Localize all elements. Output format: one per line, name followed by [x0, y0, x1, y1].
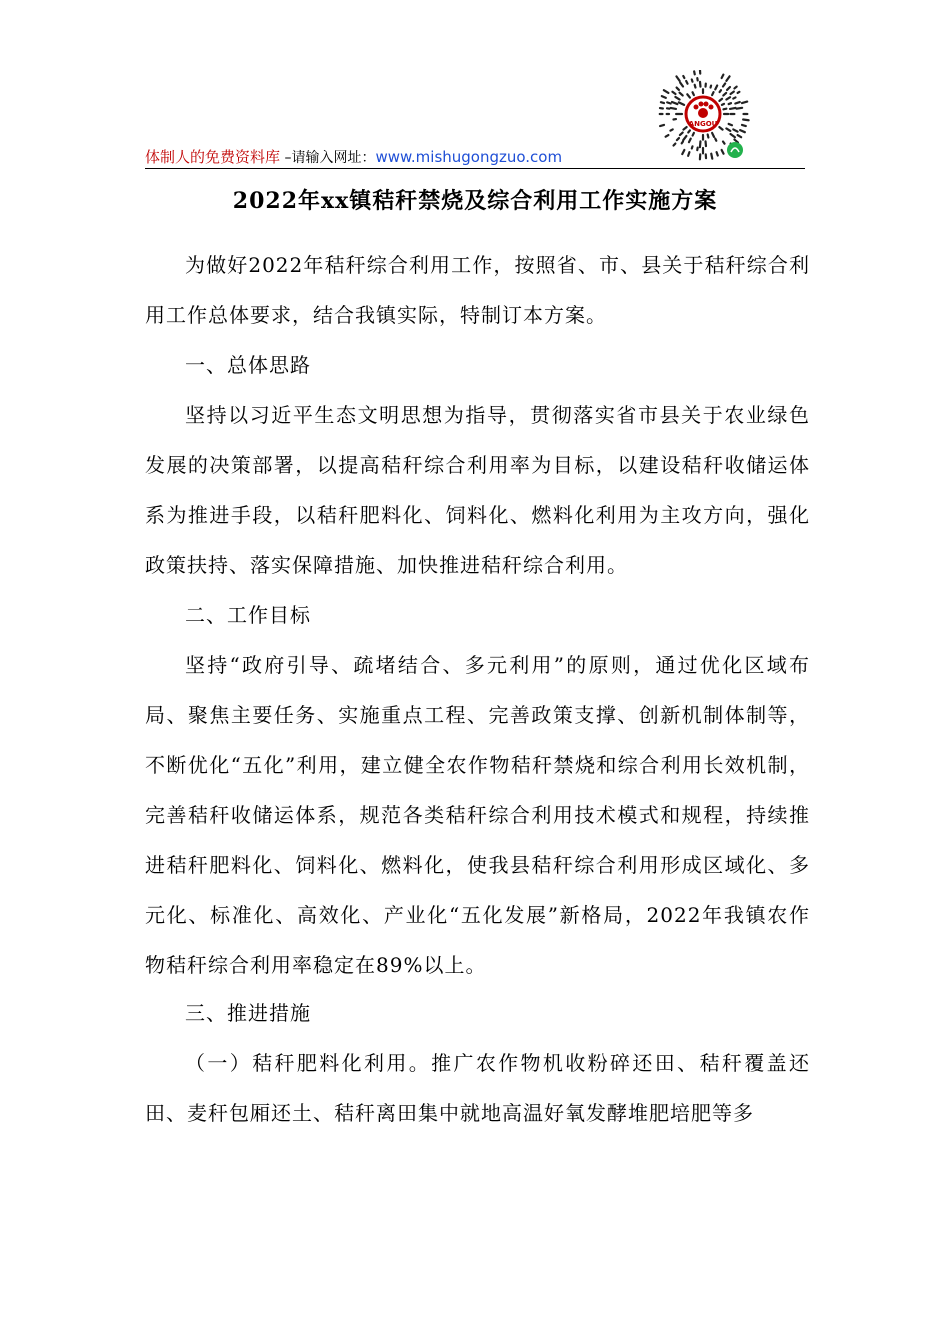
- header-brand: 体制人的免费资料库: [145, 148, 281, 166]
- section-heading-3: 三、推进措施: [185, 1001, 311, 1025]
- section-body-1: 坚持以习近平生态文明思想为指导，贯彻落实省市县关于农业绿色发展的决策部署，以提高秸秆综合利用率为目标，以建设秸秆收储运体系为推进手段，以秸秆肥料化、饲料化、燃料化利用为主攻方向，强化政策扶持、落实保障措施、加快推进秸秆综合利用。: [145, 403, 810, 577]
- mini-program-badge-icon: [727, 142, 743, 158]
- document-title: 2022年xx镇秸秆禁烧及综合利用工作实施方案: [232, 188, 718, 214]
- intro-paragraph: 为做好2022年秸秆综合利用工作，按照省、市、县关于秸秆综合利用工作总体要求，结合我镇实际，特制订本方案。: [145, 253, 810, 327]
- header-divider: [145, 168, 805, 169]
- section-body-3: （一）秸秆肥料化利用。推广农作物机收粉碎还田、秸秆覆盖还田、麦秆包厢还土、秸秆离田集中就地高温好氧发酵堆肥培肥等多: [145, 1051, 810, 1125]
- qr-logo-text: ANGOU: [688, 120, 718, 128]
- header-prompt: –请输入网址：: [280, 150, 376, 166]
- section-heading-2: 二、工作目标: [185, 603, 311, 627]
- section-body-2: 坚持“政府引导、疏堵结合、多元利用”的原则，通过优化区域布局、聚焦主要任务、实施重点工程、完善政策支撑、创新机制体制等，不断优化“五化”利用，建立健全农作物秸秆禁烧和综合利用长效机制，完善秸秆收储运体系，规范各类秸秆综合利用技术模式和规程，持续推进秸秆肥料化、饲料化、燃料化，使我县秸秆综合利用形成区域化、多元化、标准化、高效化、产业化“五化发展”新格局，2022年我镇农作物秸秆综合利用率稳定在89%以上。: [145, 653, 810, 977]
- header-url-link[interactable]: www.mishugongzuo.com: [375, 148, 563, 166]
- section-heading-1: 一、总体思路: [185, 353, 311, 377]
- mini-program-qr-code[interactable]: [655, 70, 751, 166]
